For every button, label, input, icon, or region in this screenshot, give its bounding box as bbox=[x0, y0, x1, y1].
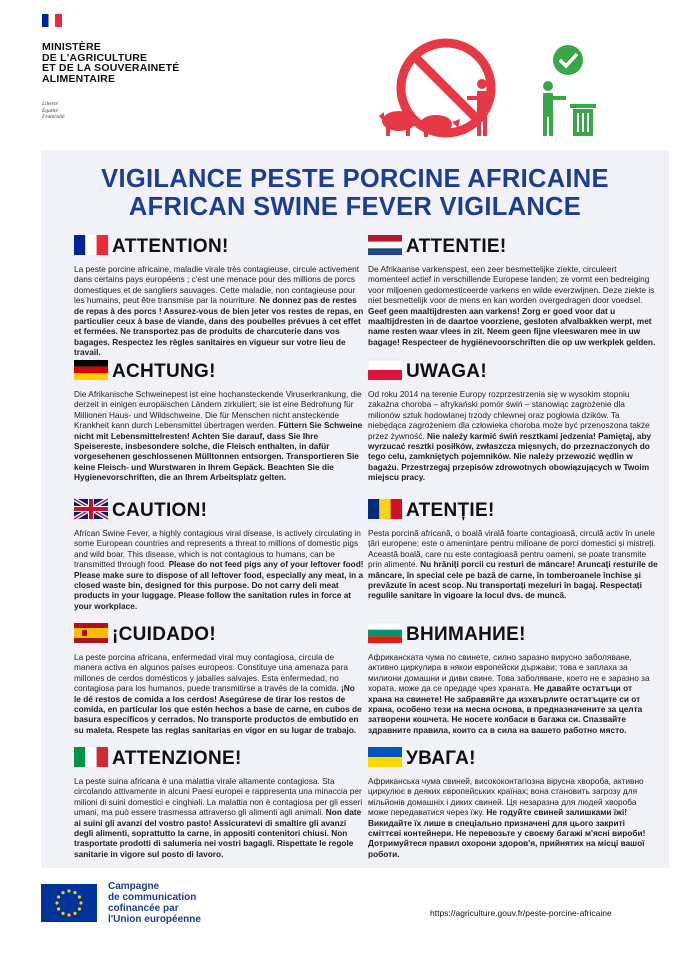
text-fr-p2: Ne donnez pas de restes de repas à des porcs ! Assurez-vous de bien jeter vos restes de repas, en particulier ceux à base de viande, dans des poubelles prévues à cet effet et fermées. Ne transportez pas de produits de charcuterie dans vos bagages. Respectez les règles sanitaires en vigueur sur votre lieu de travail. bbox=[74, 295, 364, 358]
section-uk bbox=[368, 742, 658, 859]
eu-flag-icon bbox=[41, 884, 97, 922]
text-fr bbox=[74, 264, 364, 358]
text-ro-p1: Pesta porcină africană, o boală virală foarte contagioasă, circulă activ în unele țări europene; este o amenințare pentru milioane de porci domestici și mistreți. Această boală, care nu este contagioasă pentru oameni, se poate transmite prin alimente. bbox=[368, 528, 656, 570]
text-uk bbox=[368, 776, 658, 859]
text-bg-p1: Африканската чума по свинете, силно заразно вирусно заболяване, активно циркулира в някои европейски държави; това е заплаха за милиони домашни и диви свине. Това заболяване, което не е заразно за хората, може да се предаде чрез храната. bbox=[368, 652, 650, 694]
text-fr-p1: La peste porcine africaine, maladie virale très contagieuse, circule activement dans certains pays européens ; c'est une menace pour des millions de porcs domestiques et de sangliers sauvages. Cette maladie, non contagieuse pour les humains, peut être transmise par la nourriture. bbox=[74, 264, 360, 306]
section-pl bbox=[368, 355, 658, 483]
flag-bulgaria-icon bbox=[368, 620, 402, 646]
heading-nl: ATTENTIE! bbox=[406, 236, 507, 257]
heading-es: ¡CUIDADO! bbox=[112, 624, 217, 645]
heading-ro: ATENȚIE! bbox=[406, 500, 495, 521]
text-ro-p2: Nu hrăniți porcii cu resturi de mâncare! Aruncați resturile de mâncare, în special cele pe bază de carne, în tomberoanele închise și prevăzute în acest scop. Nu transportați mezeluri în bagaj. Respectați regulile sanitare în vigoare la locul dvs. de muncă. bbox=[368, 559, 658, 601]
heading-pl: UWAGA! bbox=[406, 361, 487, 382]
eu-line: de communication bbox=[108, 892, 197, 903]
eu-line: Campagne bbox=[108, 881, 160, 892]
campaign-url[interactable]: https://agriculture.gouv.fr/peste-porcine-africaine bbox=[430, 908, 612, 918]
heading-de: ACHTUNG! bbox=[112, 361, 216, 382]
heading-uk: УВАГА! bbox=[406, 748, 476, 769]
motto-line: Liberté bbox=[42, 101, 58, 107]
heading-fr: ATTENTION! bbox=[112, 236, 229, 257]
text-es-p2: ¡No le dé restos de comida a los cerdos! Asegúrese de tirar los restos de comida, en particular los que estén hechos a base de carne, en cubos de basura específicos y cerrados. No transporte productos de embutido en su maleta. Respete las reglas sanitarias en vigor en su lugar de trabajo. bbox=[74, 683, 362, 735]
ministry-line: DE L'AGRICULTURE bbox=[42, 51, 148, 64]
flag-spain-icon bbox=[74, 620, 108, 646]
text-bg bbox=[368, 652, 658, 735]
text-nl-p2: Geef geen maaltijdresten aan varkens! Zorg er goed voor dat u maaltijdresten in de daartoe voorziene, gesloten afvalbakken werpt, met name resten waar vlees in zit. Neem geen fijne vleeswaren mee in uw bagage! Respecteer de hygiënevoorschriften die op uw werkplek gelden. bbox=[368, 305, 656, 347]
motto-line: Égalité bbox=[42, 107, 58, 114]
ministry-line: ALIMENTAIRE bbox=[42, 72, 116, 85]
flag-france-icon bbox=[74, 232, 108, 258]
text-pl-p2: Nie należy karmić świń resztkami jedzenia! Pamiętaj, aby wyrzucać resztki posiłków, zwłaszcza mięsnych, do przeznaczonych do tego celu, zamkniętych pojemników. Nie należy przewozić wędlin w bagażu. Przestrzegaj przepisów zdrowotnych obowiązujących w Twoim miejscu pracy. bbox=[368, 430, 652, 483]
text-uk-p2: Не годуйте свиней залишками їжі! Викидайте їх лише в спеціально призначені для цього закриті сміттєві контейнери. Не перевозьте у своєму багажі м'ясні вироби! Дотримуйтеся правил охорони здоров'я, прийнятих на місці вашої роботи. bbox=[368, 807, 646, 859]
title-fr: VIGILANCE PESTE PORCINE AFRICAINE bbox=[101, 165, 609, 193]
section-fr bbox=[74, 230, 364, 358]
section-de bbox=[74, 355, 364, 483]
text-es bbox=[74, 652, 364, 735]
text-uk-p1: Африканська чума свиней, висококонтагіозна вірусна хвороба, активно циркулює в деяких європейських країнах; вона становить загрозу для мільйонів домашніх і диких свиней. Ця незаразна для людей хвороба може передаватися через їжу. bbox=[368, 776, 644, 818]
eu-line: l'Union européenne bbox=[108, 914, 201, 925]
text-es-p1: La peste porcina africana, enfermedad viral muy contagiosa, circula de manera activa en algunos países europeos. Constituye una amenaza para millones de cerdos domésticos y jabalíes salvajes. Esta enfermedad, no contagiosa para los humanos, puede transmitirse a través de la comida. bbox=[74, 652, 348, 694]
text-nl bbox=[368, 264, 658, 347]
heading-bg: ВНИМАНИЕ! bbox=[406, 624, 526, 645]
text-nl-p1: De Afrikaanse varkenspest, een zeer besmettelijke ziekte, circuleert momenteel actief in verschillende Europese landen; ze vormt een bedreiging voor miljoenen gedomesticeerde varkens en wilde everzwijnen. Deze ziekte is niet besmettelijk voor de mens en kan worden overgedragen door voedsel. bbox=[368, 264, 655, 306]
text-pl-p1: Od roku 2014 na terenie Europy rozprzestrzenia się w wysokim stopniu zakaźna choroba – afrykański pomór świń – stanowiąc zagrożenie dla milionów sztuk hodowlanej trzody chlewnej oraz pogłowia dzików. Ta niebędąca zagrożeniem dla człowieka choroba może być przenoszona także przez żywność. bbox=[368, 389, 650, 441]
marianne-flag-bar bbox=[42, 14, 62, 27]
heading-it: ATTENZIONE! bbox=[112, 748, 242, 769]
eu-line: cofinancée par bbox=[108, 903, 179, 914]
flag-uk-icon bbox=[74, 496, 108, 522]
section-bg bbox=[368, 618, 658, 735]
section-nl bbox=[368, 230, 658, 347]
eu-cofunding-text bbox=[108, 881, 248, 925]
motto-line: Fraternité bbox=[42, 114, 65, 120]
text-de bbox=[74, 389, 364, 483]
flag-germany-icon bbox=[74, 357, 108, 383]
text-en-p1: African Swine Fever, a highly contagious viral disease, is actively circulating in some European countries and represents a threat to millions of domestic pigs and wild boar. This disease, which is not contagious to humans, can be transmitted through food. bbox=[74, 528, 361, 570]
text-it-p1: La peste suina africana è una malattia virale altamente contagiosa. Sta circolando attivamente in alcuni Paesi europei e rappresenta una minaccia per milioni di suini domestici e cinghiali. La malattia non è contagiosa per gli esseri umani, ma può essere trasmessa attraverso gli alimenti agli animali. bbox=[74, 776, 363, 818]
section-it bbox=[74, 742, 364, 859]
text-it-p2: Non date ai suini gli avanzi del vostro pasto! Assicuratevi di smaltire gli avanzi degli alimenti, soprattutto la carne, in appositi contenitori chiusi. Non trasportate prodotti di salumeria nei vostri bagagli. Rispettate le regole sanitarie in vigore sul posto di lavoro. bbox=[74, 807, 362, 859]
text-ro bbox=[368, 528, 658, 601]
heading-en: CAUTION! bbox=[112, 500, 208, 521]
section-ro bbox=[368, 494, 658, 601]
title-en: AFRICAN SWINE FEVER VIGILANCE bbox=[128, 193, 582, 221]
text-it bbox=[74, 776, 364, 859]
ministry-line: MINISTÈRE bbox=[42, 41, 101, 53]
flag-romania-icon bbox=[368, 496, 402, 522]
text-en-p2: Please do not feed pigs any of your leftover food! Please make sure to dispose of all leftover food, especially any meat, in a closed waste bin, designed for this purpose. Do not carry deli meat products in your luggage. Please follow the sanitation rules in force at your workplace. bbox=[74, 559, 364, 611]
flag-poland-icon bbox=[368, 357, 402, 383]
republic-motto bbox=[42, 101, 65, 121]
section-en bbox=[74, 494, 364, 611]
trash-bin-check-icon bbox=[534, 44, 606, 138]
text-de-p1: Die Afrikanische Schweinepest ist eine hochansteckende Viruserkrankung, die derzeit in einigen europäischen Ländern zirkuliert; sie ist eine Bedrohung für Millionen Haus- und Wildschweine. Die für Menschen nicht ansteckende Krankheit kann durch Lebensmittel übertragen werden. bbox=[74, 389, 362, 431]
flag-italy-icon bbox=[74, 744, 108, 770]
text-bg-p2: Не давайте остатъци от храна на свинете! Не забравяйте да изхвърлите остатъците си от храна, особено тези на месна основа, в предназначените за целта затворени кошчета. Не носете колбаси в багажа си. Спазвайте здравните правила, които са в сила на вашето работно място. bbox=[368, 683, 643, 735]
flag-netherlands-icon bbox=[368, 232, 402, 258]
flag-ukraine-icon bbox=[368, 744, 402, 770]
text-de-p2: Füttern Sie Schweine nicht mit Lebensmittelresten! Achten Sie darauf, dass Sie Ihre Speisereste, insbesondere solche, die Fleisch enthalten, in dafür vorgesehenen geschlossenen Mülltonnen entsorgen. Transportieren Sie keine Fleisch- und Wurstwaren in Ihrem Gepäck. Beachten Sie die Hygienevorschriften, die an Ihrem Arbeitsplatz gelten. bbox=[74, 420, 363, 483]
text-pl bbox=[368, 389, 658, 483]
section-es bbox=[74, 618, 364, 735]
ministry-name bbox=[42, 42, 179, 84]
no-feeding-pigs-icon bbox=[364, 36, 514, 146]
text-en bbox=[74, 528, 364, 611]
ministry-line: ET DE LA SOUVERAINETÉ bbox=[42, 62, 180, 74]
